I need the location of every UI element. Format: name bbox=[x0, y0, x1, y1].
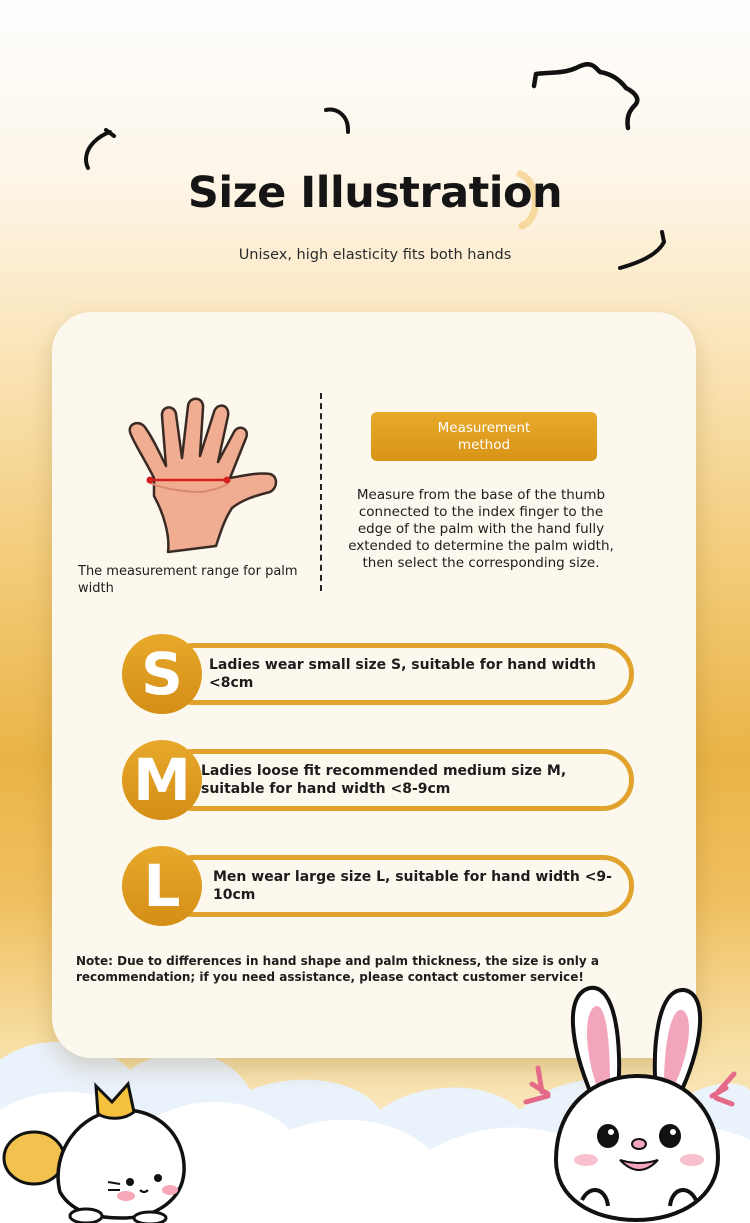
size-row-l bbox=[122, 846, 634, 926]
size-badge-s: S bbox=[122, 634, 202, 714]
size-badge-l: L bbox=[122, 846, 202, 926]
page-title: Size Illustration bbox=[187, 168, 563, 218]
dashed-divider bbox=[320, 393, 322, 591]
rabbit-mascot-icon bbox=[512, 984, 750, 1223]
doodle-left-icon bbox=[80, 126, 124, 174]
size-note: Note: Due to differences in hand shape and palm thickness, the size is only a recommendation; if you need assistance, please contact customer service! bbox=[76, 954, 599, 984]
measurement-method-description: Measure from the base of the thumb connected to the index finger to the edge of the palm with the hand fully extended to determine the palm width, then select the corresponding size. bbox=[348, 487, 614, 571]
hand-illustration-icon bbox=[124, 396, 284, 558]
size-badge-m: M bbox=[122, 740, 202, 820]
size-description-l: Men wear large size L, suitable for hand width <9-10cm bbox=[213, 869, 612, 903]
doodle-mid-icon bbox=[320, 104, 356, 136]
page-subtitle: Unisex, high elasticity fits both hands bbox=[238, 247, 512, 263]
size-description-m: Ladies loose fit recommended medium size M, suitable for hand width <8-9cm bbox=[201, 763, 567, 797]
palm-width-caption: The measurement range for palm width bbox=[78, 564, 298, 596]
size-row-s bbox=[122, 634, 634, 714]
size-row-m bbox=[122, 740, 634, 820]
doodle-top-right-icon bbox=[528, 58, 646, 134]
cat-mascot-icon bbox=[0, 1072, 200, 1223]
measurement-method-label: Measurement method bbox=[371, 412, 597, 461]
size-description-s: Ladies wear small size S, suitable for hand width <8cm bbox=[209, 657, 596, 691]
